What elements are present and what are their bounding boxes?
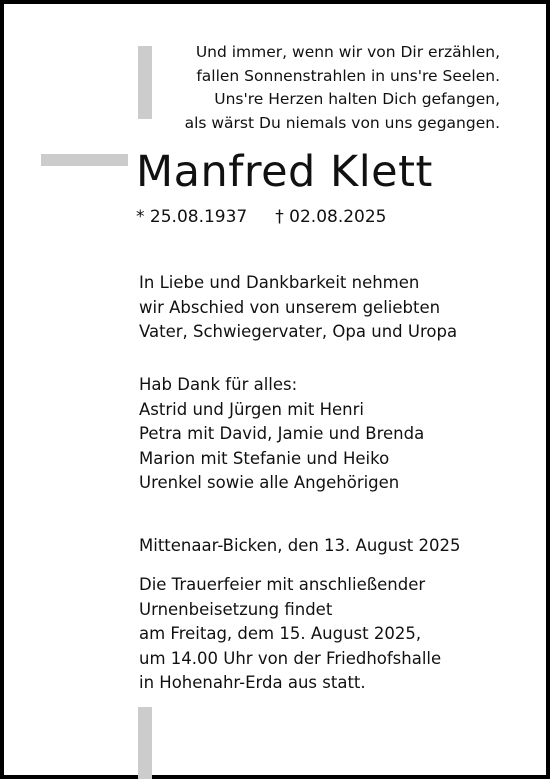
mourners-line: Hab Dank für alles: xyxy=(139,375,298,394)
poem xyxy=(185,41,500,135)
deceased-name: Manfred Klett xyxy=(136,147,433,197)
funeral-line: Die Trauerfeier mit anschließender xyxy=(139,575,426,594)
poem-line: Und immer, wenn wir von Dir erzählen, xyxy=(195,43,500,61)
farewell-line: wir Abschied von unserem geliebten xyxy=(139,297,441,317)
place-and-date xyxy=(139,534,461,559)
death-date: † 02.08.2025 xyxy=(275,207,387,227)
farewell-text xyxy=(139,271,457,345)
mourners-list xyxy=(139,373,424,496)
funeral-line: in Hohenahr-Erda aus statt. xyxy=(139,673,366,692)
life-dates xyxy=(136,205,387,229)
poem-line: als wärst Du niemals von uns gegangen. xyxy=(184,113,500,132)
poem-line: fallen Sonnenstrahlen in uns're Seelen. xyxy=(196,66,500,85)
mourners-line: Petra mit David, Jamie und Brenda xyxy=(139,424,425,443)
funeral-line: um 14.00 Uhr von der Friedhofshalle xyxy=(139,648,442,668)
funeral-line: Urnenbeisetzung findet xyxy=(139,599,333,619)
funeral-info xyxy=(139,573,441,696)
poem-line: Uns're Herzen halten Dich gefangen, xyxy=(214,90,500,108)
farewell-line: In Liebe und Dankbarkeit nehmen xyxy=(139,273,420,292)
cross-lower-beam xyxy=(138,707,152,779)
funeral-line: am Freitag, dem 15. August 2025, xyxy=(139,624,422,643)
mourners-line: Urenkel sowie alle Angehörigen xyxy=(139,473,400,492)
cross-crossbar xyxy=(41,154,128,166)
place-date-line: Mittenaar-Bicken, den 13. August 2025 xyxy=(139,536,461,555)
birth-date: * 25.08.1937 xyxy=(136,207,248,227)
farewell-line: Vater, Schwiegervater, Opa und Uropa xyxy=(139,322,458,341)
mourners-line: Marion mit Stefanie und Heiko xyxy=(139,448,390,468)
mourners-line: Astrid und Jürgen mit Henri xyxy=(139,399,364,419)
cross-upper-beam xyxy=(138,46,152,119)
